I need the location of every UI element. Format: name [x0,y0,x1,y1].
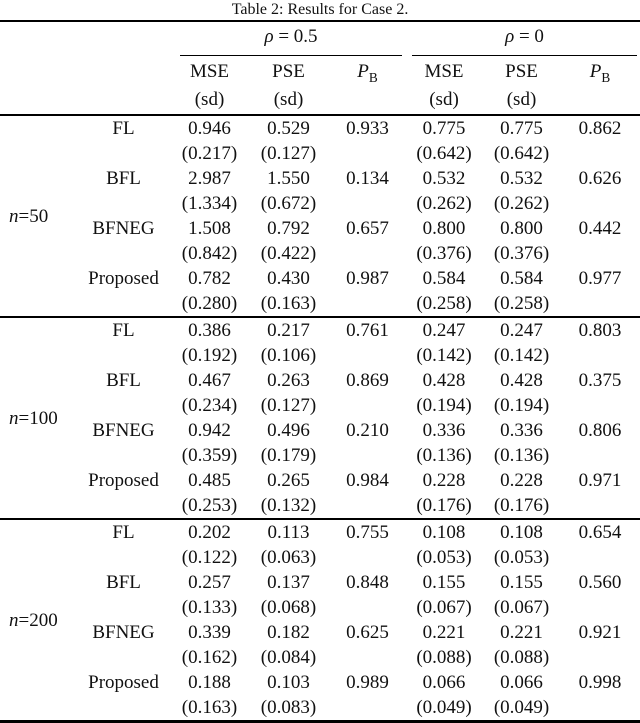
value-cell: 0.155 [422,572,466,593]
sd-row [0,191,640,216]
col-subheader-sd: (sd) [429,89,459,110]
sd-cell [330,343,405,368]
sd-row [0,141,640,166]
value-cell: 0.803 [578,320,622,341]
value-cell: 0.375 [578,370,622,391]
sd-cell [560,645,640,670]
sd-cell [560,241,640,266]
value-row [0,317,640,343]
sd-cell: (0.142) [416,345,472,366]
n-value: =200 [18,609,58,631]
value-cell: 0.428 [500,370,543,391]
value-cell: 0.792 [267,218,310,239]
sd-cell: (0.084) [260,647,317,668]
sd-cell: (0.253) [181,495,238,516]
sd-cell: (0.217) [181,143,238,164]
value-cell: 0.584 [500,268,543,289]
value-cell: 0.247 [422,320,466,341]
method-label-empty [75,545,172,570]
stub-blank [0,21,172,56]
value-row [0,266,640,291]
value-cell: 0.532 [500,168,543,189]
sd-cell [330,493,405,519]
sd-cell [330,141,405,166]
sd-cell [560,493,640,519]
method-label: FL [112,522,135,543]
n-group [0,317,640,519]
value-cell: 0.430 [267,268,310,289]
sd-cell: (0.163) [181,697,238,718]
sd-cell: (0.142) [493,345,550,366]
value-cell: 0.257 [188,572,231,593]
sd-cell: (0.053) [416,547,472,568]
sd-cell: (0.376) [416,243,472,264]
value-cell: 0.755 [346,522,389,543]
sd-cell [330,695,405,722]
value-cell: 1.508 [188,218,231,239]
sd-cell: (0.163) [260,293,317,314]
value-cell: 0.933 [346,118,389,139]
rho-value: = 0 [514,26,544,47]
value-cell: 0.134 [346,168,389,189]
pb-subscript: B [368,69,378,85]
value-cell: 0.217 [267,320,310,341]
sd-cell: (0.672) [260,193,317,214]
sd-cell [560,141,640,166]
method-label-empty [75,241,172,266]
method-label-empty [75,191,172,216]
value-cell: 0.560 [578,572,622,593]
sd-cell: (0.083) [260,697,317,718]
value-cell: 0.336 [500,420,543,441]
value-cell: 0.228 [500,470,543,491]
col-header-pb-1: $P_B$ [357,61,378,85]
pb-subscript: B [601,69,611,85]
method-label: BFNEG [92,218,155,239]
sd-row [0,291,640,317]
col-subheader-sd: (sd) [194,89,225,110]
value-cell: 0.202 [188,522,231,543]
n-value: =100 [18,407,58,429]
value-cell: 0.998 [578,672,622,693]
group-header-row [0,21,640,56]
col-subheader-empty [330,88,405,115]
col-subheader-sd: (sd) [273,89,304,110]
sd-cell: (0.127) [260,395,317,416]
value-cell: 0.869 [346,370,389,391]
method-label-empty [75,141,172,166]
value-row [0,620,640,645]
value-cell: 0.971 [578,470,622,491]
sd-cell: (0.067) [493,597,550,618]
sd-cell: (0.258) [493,293,550,314]
stub-blank [0,88,172,115]
sd-cell [560,443,640,468]
method-label: BFNEG [92,420,155,441]
value-row [0,570,640,595]
value-cell: 0.066 [422,672,466,693]
n-label [0,317,75,519]
sd-row [0,493,640,519]
value-cell: 0.155 [500,572,543,593]
value-cell: 0.848 [346,572,389,593]
method-label-empty [75,595,172,620]
sd-cell: (0.192) [181,345,238,366]
results-table [0,20,640,723]
method-label: BFL [106,168,141,189]
n-label [0,519,75,722]
sd-cell [330,443,405,468]
value-cell: 0.800 [422,218,466,239]
sd-cell: (0.132) [260,495,317,516]
sd-cell: (0.088) [416,647,472,668]
sd-cell [330,191,405,216]
method-label: Proposed [88,672,159,693]
group-label-rho-0 [412,23,637,56]
col-header-pse-1: PSE [272,61,305,82]
table-caption: Table 2: Results for Case 2. [231,1,409,18]
value-cell: 0.654 [578,522,622,543]
sd-row [0,443,640,468]
n-symbol: n [9,407,19,429]
value-row [0,418,640,443]
sd-cell: (0.136) [493,445,550,466]
value-cell: 0.946 [188,118,231,139]
method-label: Proposed [88,268,159,289]
sd-cell [560,393,640,418]
method-label-empty [75,343,172,368]
sd-cell [560,343,640,368]
sd-cell: (0.127) [260,143,317,164]
sd-row [0,695,640,722]
method-label: FL [112,320,135,341]
value-cell: 0.247 [500,320,543,341]
rho-symbol: ρ [505,26,515,47]
value-cell: 0.496 [267,420,310,441]
value-cell: 0.263 [267,370,310,391]
value-cell: 0.989 [346,672,389,693]
sd-cell: (0.176) [493,495,550,516]
sd-cell [560,191,640,216]
value-cell: 0.221 [422,622,466,643]
col-header-pb-2: $P_B$ [589,61,611,85]
value-cell: 0.339 [188,622,231,643]
sd-cell: (0.194) [416,395,472,416]
method-label: BFNEG [92,622,155,643]
n-group [0,519,640,722]
value-cell: 0.265 [267,470,310,491]
sd-cell [560,291,640,317]
sd-cell: (0.642) [493,143,550,164]
n-value: =50 [18,205,49,227]
sd-cell: (0.063) [260,547,317,568]
sd-cell: (0.122) [181,547,238,568]
value-row [0,216,640,241]
value-cell: 0.103 [267,672,310,693]
value-cell: 0.584 [422,268,466,289]
sd-cell: (0.068) [260,597,317,618]
value-cell: 0.775 [500,118,543,139]
method-label-empty [75,493,172,519]
value-row [0,115,640,141]
value-cell: 0.182 [267,622,310,643]
sd-cell: (0.359) [181,445,238,466]
col-header-mse-1: MSE [189,61,230,82]
sd-cell: (0.842) [181,243,238,264]
sd-cell: (0.088) [493,647,550,668]
sd-cell [560,695,640,722]
value-cell: 0.761 [346,320,389,341]
sd-cell [330,545,405,570]
method-label-empty [75,393,172,418]
value-cell: 0.862 [578,118,622,139]
value-cell: 0.775 [422,118,466,139]
value-cell: 0.467 [188,370,231,391]
value-cell: 0.113 [267,522,310,543]
sd-cell: (0.106) [260,345,317,366]
sd-cell: (0.194) [493,395,550,416]
sd-cell: (0.422) [260,243,317,264]
value-cell: 0.987 [346,268,389,289]
sd-cell [330,241,405,266]
col-header-mse-2: MSE [424,61,464,82]
n-group [0,115,640,317]
value-cell: 0.336 [422,420,466,441]
sd-cell [330,595,405,620]
method-label-empty [75,291,172,317]
value-row [0,519,640,545]
group-header-rho-05 [172,21,405,56]
sd-cell: (0.179) [260,445,317,466]
value-cell: 0.228 [422,470,466,491]
value-cell: 2.987 [188,168,231,189]
value-row [0,670,640,695]
value-cell: 0.137 [267,572,310,593]
value-cell: 0.984 [346,470,389,491]
group-header-rho-0 [405,21,640,56]
sd-cell [560,595,640,620]
n-symbol: n [9,205,19,227]
value-cell: 0.626 [578,168,622,189]
sd-cell: (0.049) [493,697,550,718]
sd-cell: (0.136) [416,445,472,466]
value-cell: 0.657 [346,218,389,239]
value-cell: 0.625 [346,622,389,643]
sd-cell: (1.334) [181,193,238,214]
col-subheader-sd: (sd) [506,89,537,110]
n-symbol: n [9,609,19,631]
value-cell: 0.210 [346,420,389,441]
sd-cell [330,291,405,317]
sd-row [0,545,640,570]
method-label-empty [75,443,172,468]
sd-cell: (0.053) [493,547,550,568]
rho-value: = 0.5 [273,26,318,47]
method-label-empty [75,645,172,670]
column-header-row [0,56,640,88]
value-row [0,368,640,393]
sd-cell: (0.262) [493,193,550,214]
sd-cell: (0.280) [181,293,238,314]
sd-row [0,393,640,418]
sd-row [0,241,640,266]
value-cell: 0.428 [422,370,466,391]
value-row [0,166,640,191]
table-header [0,21,640,115]
value-cell: 0.921 [578,622,622,643]
stub-blank [0,56,172,88]
group-label-rho-05 [180,23,402,56]
value-cell: 0.782 [188,268,231,289]
sd-cell: (0.049) [416,697,472,718]
sd-cell: (0.176) [416,495,472,516]
sd-cell: (0.642) [416,143,472,164]
sd-cell: (0.234) [181,395,238,416]
sd-cell: (0.133) [181,597,238,618]
value-cell: 1.550 [267,168,310,189]
sd-cell [330,393,405,418]
rho-symbol: ρ [264,26,274,47]
value-cell: 0.108 [422,522,466,543]
sd-cell: (0.067) [416,597,472,618]
method-label: BFL [106,572,141,593]
value-cell: 0.221 [500,622,543,643]
sd-row [0,595,640,620]
sd-cell: (0.376) [493,243,550,264]
value-cell: 0.942 [188,420,231,441]
value-cell: 0.386 [188,320,231,341]
sd-row [0,343,640,368]
value-cell: 0.188 [188,672,231,693]
value-row [0,468,640,493]
n-label [0,115,75,317]
value-cell: 0.442 [578,218,622,239]
value-cell: 0.806 [578,420,622,441]
method-label-empty [75,695,172,722]
column-subheader-row [0,88,640,115]
method-label: Proposed [88,470,159,491]
sd-cell: (0.262) [416,193,472,214]
value-cell: 0.108 [500,522,543,543]
sd-cell: (0.258) [416,293,472,314]
col-header-pse-2: PSE [505,61,538,82]
value-cell: 0.066 [500,672,543,693]
sd-cell: (0.162) [181,647,238,668]
value-cell: 0.532 [422,168,466,189]
value-cell: 0.800 [500,218,543,239]
sd-cell [560,545,640,570]
sd-row [0,645,640,670]
method-label: FL [112,118,135,139]
value-cell: 0.529 [267,118,310,139]
method-label: BFL [106,370,141,391]
col-subheader-empty [560,88,640,115]
value-cell: 0.977 [578,268,622,289]
value-cell: 0.485 [188,470,231,491]
sd-cell [330,645,405,670]
